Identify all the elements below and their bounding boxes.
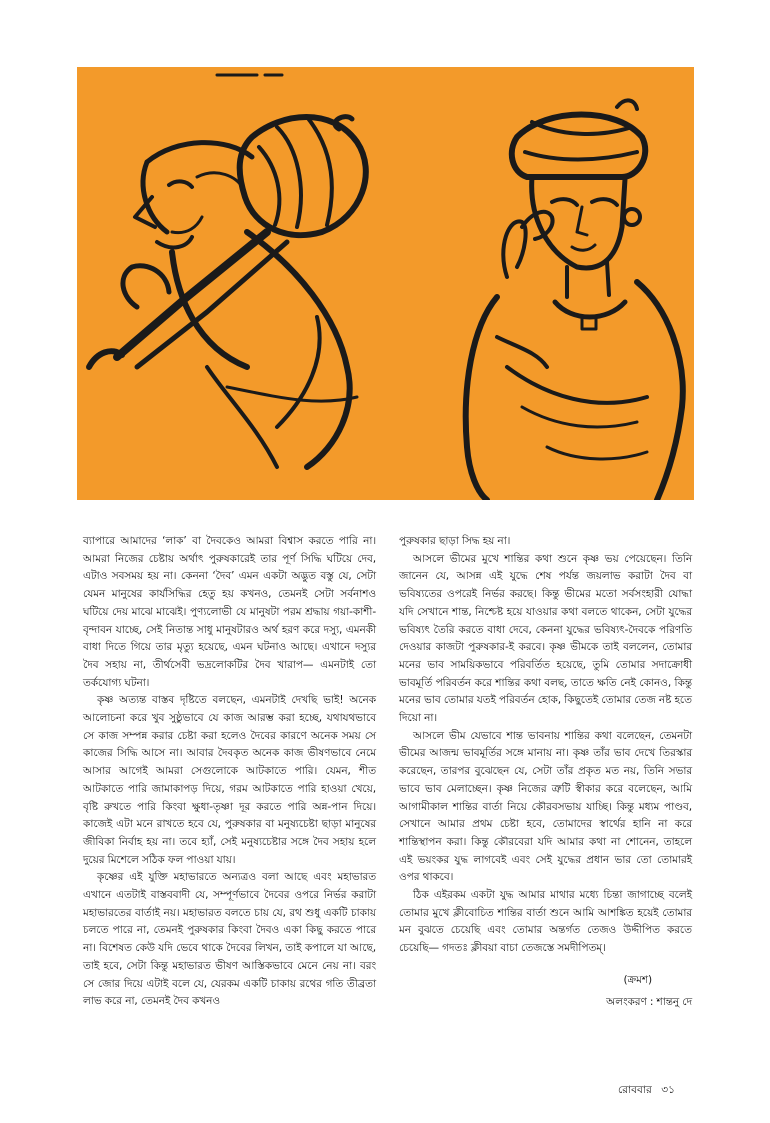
- left-column: [83, 533, 376, 1011]
- right-paragraph-2: আসলে ভীমের মুখে শান্তির কথা শুনে কৃষ্ণ ভয় পেয়েছেন। তিনি জানেন যে, আসন্ন এই যুদ্ধে শেষ পর্যন্ত জয়লাভ করাটা দৈব বা ভবিষ্যতের ওপরেই নির্ভর করছে। কিন্তু ভীমের মতো সর্বসংহারী যোদ্ধা যদি সেখানে শান্ত, নিশ্চেষ্ট হয়ে যাওয়ার কথা বলতে থাকেন, সেটা যুদ্ধের ভবিষ্যৎ তৈরি করতে বাধা দেবে, কেননা যুদ্ধের ভবিষ্যৎ-দৈবকে পরিণতি দেওয়ার কাজটা পুরুষকার-ই করবে। কৃষ্ণ ভীমকে তাই বললেন, তোমার মনের ভাব সাময়িকভাবে পরিবর্তিত হয়েছে, তুমি তোমার সদাক্রোধী ভাবমূর্তি পরিবর্তন করে শান্তির কথা বলছ, তাতে ক্ষতি নেই কোনও, কিন্তু মনের ভাব তোমার যতই পরিবর্তন হোক, কিছুতেই তোমার তেজ নষ্ট হতে দিয়ো না।: [399, 552, 692, 725]
- article-body: [83, 533, 693, 1033]
- publication-name: রোববার: [617, 1084, 652, 1096]
- page-footer: [618, 1083, 675, 1100]
- left-paragraph-1: ব্যাপারে আমাদের ‘লাক’ বা দৈবকেও আমরা বিশ্বাস করতে পারি না। আমরা নিজের চেষ্টায় অর্থাৎ পুরুষকারেই তার পূর্ণ সিদ্ধি ঘটিয়ে দেব, এটাও সবসময় হয় না। কেননা ‘দৈব’ এমন একটা অদ্ভুত বস্তু যে, সেটা যেমন মানুষের কার্যসিদ্ধির হেতু হয় কখনও, তেমনই সেটা সর্বনাশও ঘটিয়ে দেয় মাঝে মাঝেই। পুণ্যলোভী যে মানুষটা পরম শ্রদ্ধায় গয়া-কাশী-বৃন্দাবন যাচ্ছে, সেই নিতান্ত সাধু মানুষটারও অর্থ হরণ করে দস্যু, এমনকী বাধা দিতে গিয়ে তার মৃত্যু হয়েছে, এমন ঘটনাও আছে। এখানে দস্যুর দৈব সহায় না, তীর্থসেবী ভদ্রলোকটির দৈব খারাপ— এমনটাই তো তর্কযোগ্য ঘটনা।: [83, 535, 376, 689]
- right-paragraph-4: ঠিক এইরকম একটা যুদ্ধ আমার মাথার মধ্যে চিন্তা জাগাচ্ছে বলেই তোমার মুখে ক্লীবোচিত শান্তির বার্তা শুনে আমি আশঙ্কিত হয়েই তোমার মন বুঝতে চেয়েছি এবং তোমার অন্তর্গত তেজও উদ্দীপিত করতে চেয়েছি— গদতঃ ক্লীবয়া বাচা তেজস্তে সমদীপিতম্।: [399, 889, 692, 955]
- right-column: [399, 533, 692, 1011]
- left-paragraph-3: কৃষ্ণের এই যুক্তি মহাভারতে অন্যত্রও বলা আছে এবং মহাভারত এখানে এতটাই বাস্তববাদী যে, সম্পূর্ণভাবে দৈবের ওপরে নির্ভর করাটা মহাভারতের বার্তাই নয়। মহাভারত বলতে চায় যে, রথ শুধু একটি চাকায় চলতে পারে না, তেমনই পুরুষকার কিংবা দৈবও একা কিছু করতে পারে না। বিশেষত কেউ যদি ভেবে থাকে দৈবের লিখন, তাই কপালে যা আছে, তাই হবে, সেটা কিন্তু মহাভারত ভীষণ আস্তিকভাবে মেনে নেয় না। বরং সে জোর দিয়ে এটাই বলে যে, যেরকম একটি চাকায় রথের গতি তীব্রতা লাভ করে না, তেমনই দৈব কখনও: [83, 871, 376, 1008]
- right-paragraph-1: পুরুষকার ছাড়া সিদ্ধ হয় না।: [399, 535, 511, 547]
- page-number: ৩১: [661, 1084, 675, 1096]
- continued-label: (ক্রমশ): [623, 973, 652, 986]
- illustration-credit: অলংকরণ : শান্তনু দে: [606, 995, 692, 1008]
- article-illustration: [77, 67, 694, 500]
- left-paragraph-2: কৃষ্ণ অত্যন্ত বাস্তব দৃষ্টিতে বলছেন, এমনটাই দেখছি ভাই! অনেক আলোচনা করে খুব সুষ্ঠুভাবে যে কাজ আরম্ভ করা হচ্ছে, যথাযথভাবে সে কাজ সম্পন্ন করার চেষ্টা করা হলেও দৈবের কারণে অনেক সময় সে কাজের সিদ্ধি আসে না। আবার দৈবকৃত অনেক কাজ ভীষণভাবে নেমে আসার আগেই আমরা সেগুলোকে আটকাতে পারি। যেমন, শীত আটকাতে পারি জামাকাপড় দিয়ে, গরম আটকাতে পারি হাওয়া খেয়ে, বৃষ্টি রুখতে পারি কিংবা ক্ষুধা-তৃষ্ণা দূর করতে পারি অন্ন-পান দিয়ে। কাজেই এটা মনে রাখতে হবে যে, পুরুষকার বা মনুষ্যচেষ্টা ছাড়া মানুষের জীবিকা নির্বাহ হয় না। তবে হ্যাঁ, সেই মনুষ্যচেষ্টার সঙ্গে দৈব সহায় হলে দুয়ের মিশেলে সঠিক ফল পাওয়া যায়।: [83, 694, 376, 866]
- illustration-bhima-krishna-icon: [77, 67, 694, 500]
- right-paragraph-3: আসলে ভীম যেভাবে শান্ত ভাবনায় শান্তির কথা বলেছেন, তেমনটা ভীমের আজন্ম ভাবমূর্তির সঙ্গে মানায় না। কৃষ্ণ তাঁর ভাব দেখে তিরস্কার করেছেন, তারপর বুঝেছেন যে, সেটা তাঁর প্রকৃত মত নয়, তিনি সভার ভাবে ভাব মেলাচ্ছেন। কৃষ্ণ নিজের ত্রুটি স্বীকার করে বলেছেন, আমি আগামীকাল শান্তির বার্তা নিয়ে কৌরবসভায় যাচ্ছি। কিন্তু মধ্যম পাণ্ডব, সেখানে আমার প্রথম চেষ্টা হবে, তোমাদের স্বার্থের হানি না করে শান্তিস্থাপন করা। কিন্তু কৌরবেরা যদি আমার কথা না শোনেন, তাহলে এই ভয়ংকর যুদ্ধ লাগবেই এবং সেই যুদ্ধের প্রধান ভার তো তোমারই ওপর থাকবে।: [399, 729, 692, 884]
